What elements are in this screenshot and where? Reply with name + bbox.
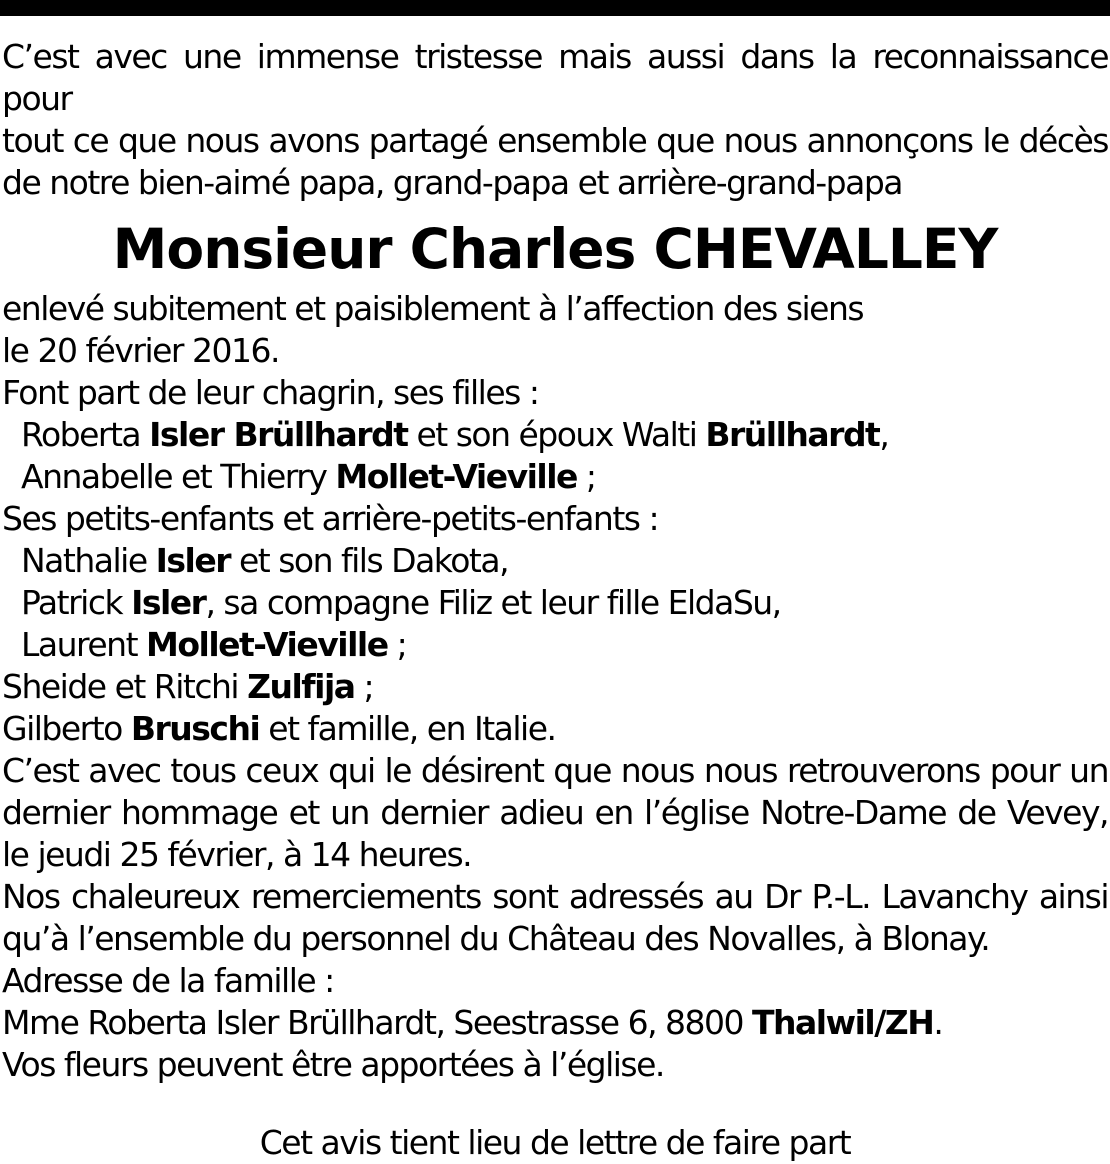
family-address	[2, 1002, 1108, 1044]
thanks-line-2: qu’à l’ensemble du personnel du Château des Novalles, à Blonay.	[2, 919, 990, 958]
intro-line-1: C’est avec une immense tristesse mais aussi dans la reconnaissance pour	[2, 37, 1108, 118]
family-name: Mollet-Vieville	[335, 457, 577, 496]
family-name: Zulfija	[247, 667, 355, 706]
intro-line-3: de notre bien-aimé papa, grand-papa et arrière-grand-papa	[2, 163, 903, 202]
family-name: Isler Brüllhardt	[149, 415, 408, 454]
grandchild-2	[2, 582, 1108, 624]
daughters-heading: Font part de leur chagrin, ses filles :	[2, 373, 539, 412]
given-name: Annabelle et Thierry	[21, 457, 336, 496]
connector-text: et son fils Dakota,	[230, 541, 509, 580]
obituary-notice	[2, 36, 1108, 1164]
family-name: Brüllhardt	[705, 415, 880, 454]
death-date: le 20 février 2016.	[2, 331, 279, 370]
address-heading: Adresse de la famille :	[2, 961, 334, 1000]
given-name: Patrick	[21, 583, 132, 622]
punctuation: ,	[879, 415, 889, 454]
ceremony-line-1: C’est avec tous ceux qui le désirent que nous nous retrouverons pour un	[2, 751, 1108, 790]
address-city: Thalwil/ZH	[752, 1003, 934, 1042]
daughter-2	[2, 456, 1108, 498]
given-name: Gilberto	[2, 709, 131, 748]
punctuation: .	[933, 1003, 943, 1042]
ceremony-line-2: dernier hommage et un dernier adieu en l’église Notre-Dame de Vevey,	[2, 793, 1108, 832]
given-name: Nathalie	[21, 541, 156, 580]
address-text: Mme Roberta Isler Brüllhardt, Seestrasse 6, 8800	[2, 1003, 753, 1042]
daughter-1	[2, 414, 1108, 456]
intro-line-2: tout ce que nous avons partagé ensemble que nous annonçons le décès	[2, 121, 1108, 160]
grandchildren-heading: Ses petits-enfants et arrière-petits-enfants :	[2, 499, 659, 538]
spacer	[2, 1086, 1108, 1122]
flowers-note: Vos fleurs peuvent être apportées à l’église.	[2, 1045, 664, 1084]
top-rule	[0, 0, 1110, 16]
thanks-line-1: Nos chaleureux remerciements sont adressés au Dr P.-L. Lavanchy ainsi	[2, 877, 1108, 916]
connector-text: et son époux Walti	[407, 415, 706, 454]
family-name: Mollet-Vieville	[146, 625, 388, 664]
deceased-name: Monsieur Charles CHEVALLEY	[112, 217, 998, 281]
family-name: Bruschi	[130, 709, 260, 748]
connector-text: et famille, en Italie.	[259, 709, 556, 748]
given-name: Laurent	[21, 625, 147, 664]
ceremony-line-3: le jeudi 25 février, à 14 heures.	[2, 835, 472, 874]
punctuation: ;	[354, 667, 374, 706]
punctuation: ;	[576, 457, 596, 496]
family-name: Isler	[131, 583, 206, 622]
footer-note: Cet avis tient lieu de lettre de faire part	[259, 1123, 851, 1162]
connector-text: , sa compagne Filiz et leur fille EldaSu,	[205, 583, 781, 622]
grandchild-3	[2, 624, 1108, 666]
relative-bruschi	[2, 708, 1108, 750]
relative-zulfija	[2, 666, 1108, 708]
family-name: Isler	[155, 541, 231, 580]
punctuation: ;	[387, 625, 407, 664]
death-line-1: enlevé subitement et paisiblement à l’affection des siens	[2, 289, 864, 328]
given-name: Sheide et Ritchi	[2, 667, 248, 706]
given-name: Roberta	[21, 415, 150, 454]
grandchild-1	[2, 540, 1108, 582]
